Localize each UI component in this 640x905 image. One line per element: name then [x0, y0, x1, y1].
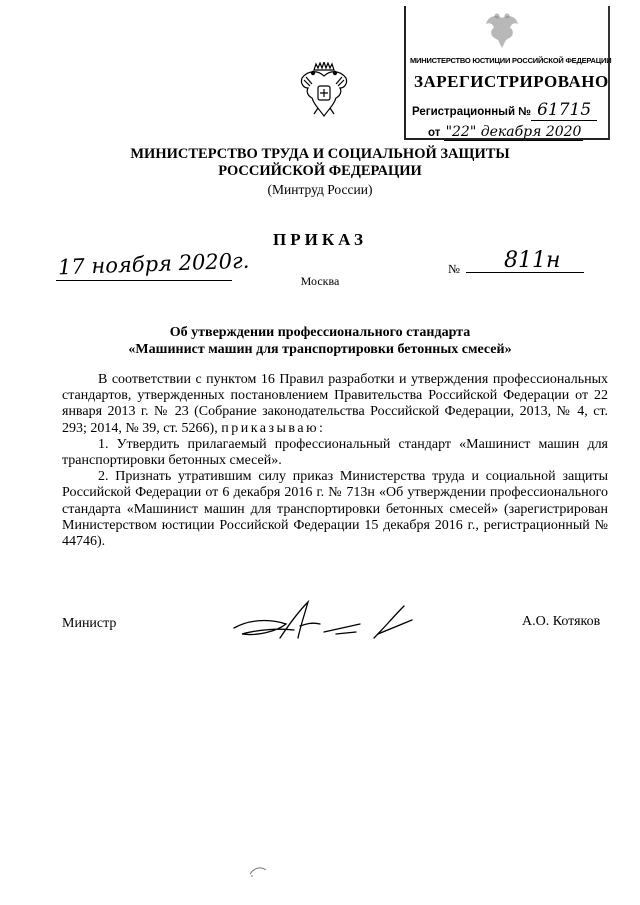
- item-1-paragraph: 1. Утвердить прилагаемый профессиональный стандарт «Машинист машин для транспортировки бетонных смесей».: [62, 436, 608, 469]
- order-number: 811н: [504, 248, 561, 273]
- stamp-reg-label: Регистрационный №: [412, 106, 532, 118]
- handwritten-signature: [228, 598, 418, 646]
- ministry-short-name: (Минтруд России): [267, 182, 373, 197]
- stamp-coat-of-arms-icon: [482, 10, 522, 52]
- stamp-date-row: [428, 124, 583, 140]
- stamp-ministry-name: МИНИСТЕРСТВО ЮСТИЦИИ РОССИЙСКОЙ ФЕДЕРАЦИИ: [410, 56, 612, 65]
- scan-mark: [248, 864, 272, 878]
- stamp-reg-number: 61715: [531, 100, 597, 121]
- order-city: Москва: [300, 274, 340, 288]
- preamble-text: В соответствии с пунктом 16 Правил разработки и утверждения профессиональных стандартов, утвержденных постановлением Правительства Российской Федерации от 22 января 2013 г. № 23 (Собрание законодательства Российской Федерации, 2013, № 4, ст. 293; 2014, № 39, ст. 5266),: [62, 372, 608, 436]
- signatory-name: А.О. Котяков: [522, 614, 601, 629]
- ministry-name-line2: РОССИЙСКОЙ ФЕДЕРАЦИИ: [218, 163, 422, 179]
- order-date: 17 ноября 2020г.: [57, 248, 250, 280]
- registration-stamp: [404, 6, 610, 140]
- document-title-line1: Об утверждении профессионального стандарта: [169, 325, 471, 340]
- order-word: приказываю:: [221, 420, 326, 436]
- signatory-title: Министр: [62, 616, 117, 631]
- stamp-reg-date: "22" декабря 2020: [445, 124, 582, 140]
- preamble-paragraph: [62, 372, 608, 437]
- stamp-status: ЗАРЕГИСТРИРОВАНО: [414, 72, 609, 91]
- order-number-underline: [466, 272, 584, 273]
- stamp-date-prefix: от: [428, 127, 441, 139]
- item-2-paragraph: 2. Признать утратившим силу приказ Министерства труда и социальной защиты Российской Федерации от 6 декабря 2016 г. № 713н «Об утверждении профессионального стандарта «Машинист машин для транспортировки бетонных смесей» (зарегистрирован Министерством юстиции Российской Федерации 15 декабря 2016 г., регистрационный № 44746).: [62, 469, 608, 550]
- ministry-name-line1: МИНИСТЕРСТВО ТРУДА И СОЦИАЛЬНОЙ ЗАЩИТЫ: [130, 146, 510, 162]
- document-body: [62, 372, 608, 550]
- order-number-label: №: [448, 262, 460, 276]
- coat-of-arms-icon: [296, 62, 352, 122]
- document-title-line2: «Машинист машин для транспортировки бетонных смесей»: [128, 342, 512, 357]
- document-type: ПРИКАЗ: [273, 230, 367, 249]
- ministry-name: [0, 146, 640, 180]
- stamp-reg-row: [412, 100, 597, 120]
- document-title: [0, 324, 640, 358]
